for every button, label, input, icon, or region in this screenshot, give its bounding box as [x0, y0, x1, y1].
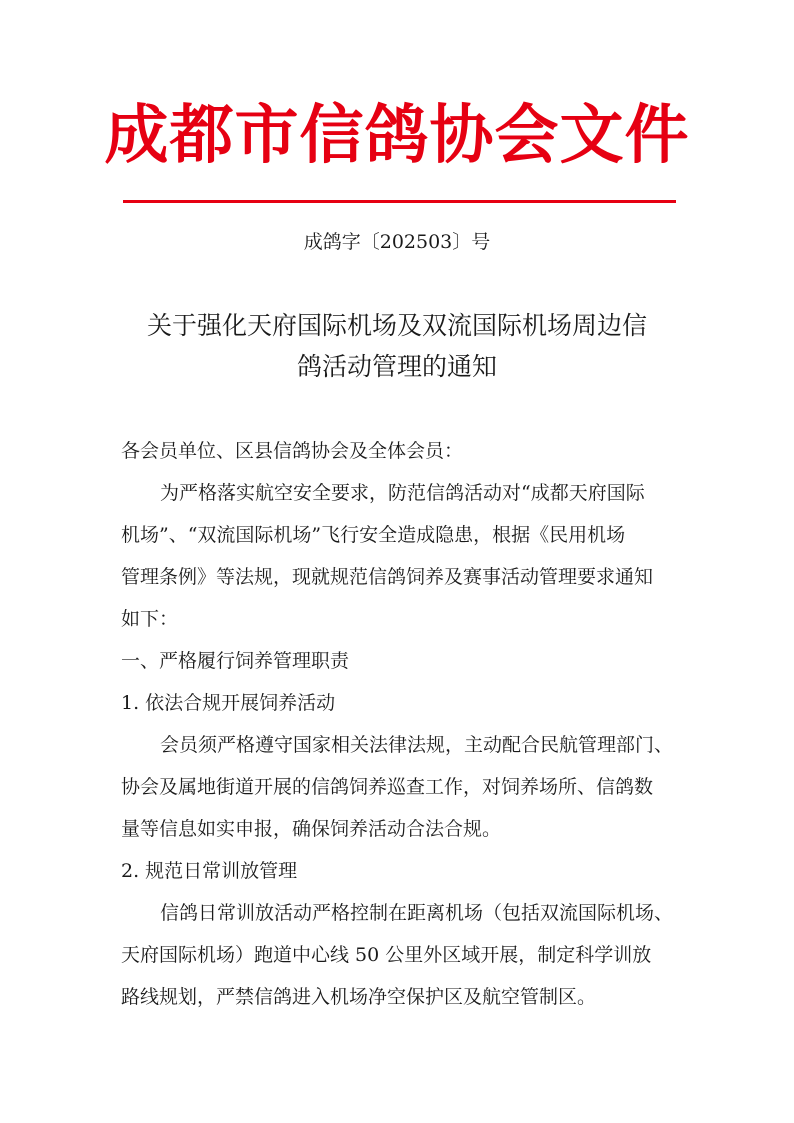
- item-text-line: 协会及属地街道开展的信鸽饲养巡查工作，对饲养场所、信鸽数: [121, 776, 654, 798]
- salutation: 各会员单位、区县信鸽协会及全体会员：: [121, 440, 464, 462]
- item-text-line: 路线规划，严禁信鸽进入机场净空保护区及航空管制区。: [121, 986, 597, 1008]
- section-heading: 一、严格履行饲养管理职责: [121, 650, 350, 672]
- notice-title-line-2: 鸽活动管理的通知: [296, 352, 497, 381]
- item-heading: 1. 依法合规开展饲养活动: [121, 692, 336, 714]
- intro-line: 如下：: [121, 608, 179, 630]
- intro-line: 管理条例》等法规，现就规范信鸽饲养及赛事活动管理要求通知: [121, 566, 654, 588]
- item-text-line: 天府国际机场）跑道中心线 50 公里外区域开展，制定科学训放: [121, 944, 652, 966]
- org-document-header: 成都市信鸽协会文件: [104, 99, 690, 173]
- intro-line: 机场”、“双流国际机场”飞行安全造成隐患，根据《民用机场: [121, 524, 626, 546]
- item-text-line: 信鸽日常训放活动严格控制在距离机场（包括双流国际机场、: [160, 902, 674, 924]
- item-text-line: 量等信息如实申报，确保饲养活动合法合规。: [121, 818, 502, 840]
- item-text-line: 会员须严格遵守国家相关法律法规，主动配合民航管理部门、: [160, 734, 674, 756]
- item-heading: 2. 规范日常训放管理: [121, 860, 298, 882]
- intro-line: 为严格落实航空安全要求，防范信鸽活动对“成都天府国际: [160, 482, 645, 504]
- red-divider-line: [123, 200, 676, 203]
- document-number: 成鸽字〔202503〕号: [303, 231, 491, 253]
- notice-title-line-1: 关于强化天府国际机场及双流国际机场周边信: [146, 311, 647, 340]
